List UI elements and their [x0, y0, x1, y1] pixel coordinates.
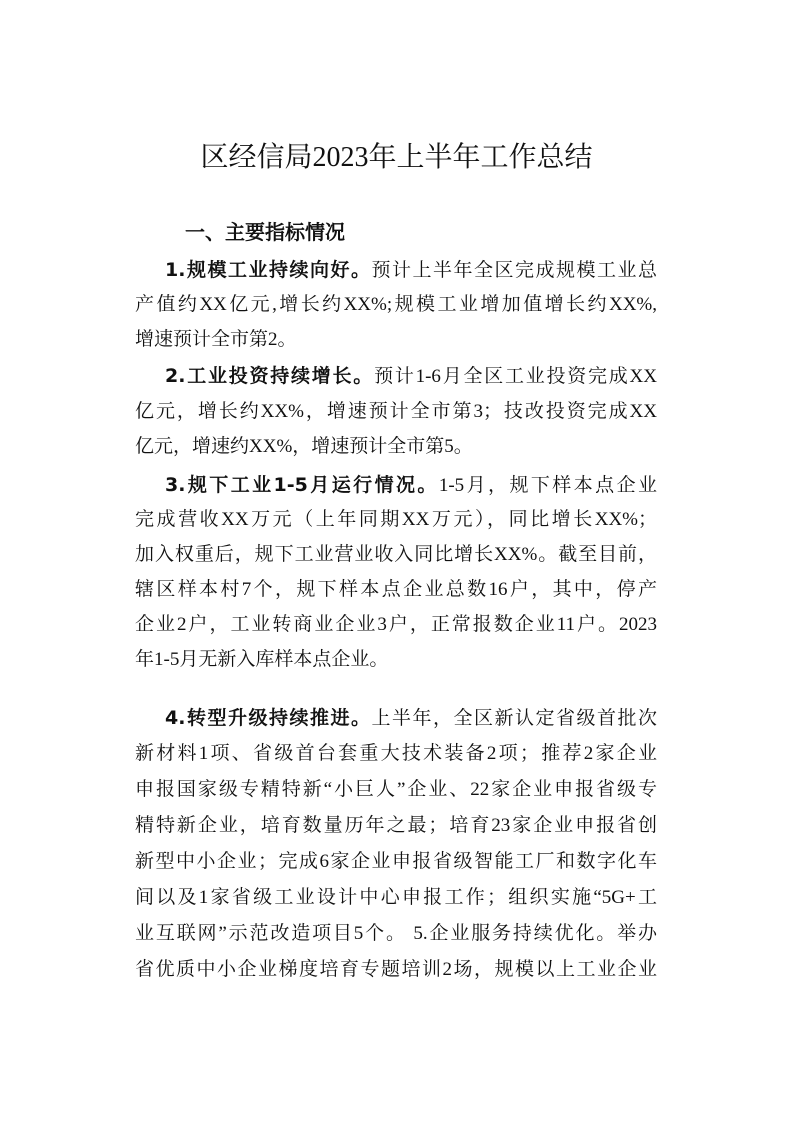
paragraph-1-line-1	[165, 256, 657, 285]
paragraph-1-lead: 1.规模工业持续向好。	[165, 259, 372, 281]
paragraph-line: 新型中小企业；完成6家企业申报省级智能工厂和数字化车	[135, 851, 657, 872]
paragraph-text: 1-5月，规下样本点企业	[438, 475, 657, 496]
paragraph-line: 亿元，增速约XX%，增速预计全市第5。	[135, 436, 473, 457]
paragraph-3-line-1	[165, 471, 657, 500]
paragraph-line: 企业2户，工业转商业企业3户，正常报数企业11户。2023	[135, 614, 657, 635]
paragraph-line: 增速预计全市第2。	[135, 329, 297, 350]
paragraph-4-line-1	[165, 704, 657, 733]
paragraph-line: 新材料1项、省级首台套重大技术装备2项；推荐2家企业	[135, 743, 657, 764]
paragraph-3-lead: 3.规下工业1-5月运行情况。	[165, 474, 439, 496]
paragraph-line: 产值约XX亿元,增长约XX%;规模工业增加值增长约XX%,	[135, 294, 657, 315]
paragraph-line: 加入权重后，规下工业营业收入同比增长XX%。截至目前，	[135, 544, 657, 565]
paragraph-text: 上半年，全区新认定省级首批次	[371, 708, 657, 729]
paragraph-line: 间以及1家省级工业设计中心申报工作；组织实施“5G+工	[135, 887, 657, 908]
paragraph-line: 亿元，增长约XX%，增速预计全市第3；技改投资完成XX	[135, 401, 657, 422]
paragraph-2-lead: 2.工业投资持续增长。	[165, 365, 375, 387]
section-heading: 一、主要指标情况	[185, 220, 345, 244]
document-title: 区经信局2023年上半年工作总结	[200, 142, 593, 173]
paragraph-line: 申报国家级专精特新“小巨人”企业、22家企业申报省级专	[135, 779, 657, 800]
paragraph-line: 年1-5月无新入库样本点企业。	[135, 649, 389, 670]
paragraph-line: 省优质中小企业梯度培育专题培训2场，规模以上工业企业	[135, 959, 657, 980]
paragraph-text: 预计1-6月全区工业投资完成XX	[374, 366, 658, 387]
paragraph-2-line-1	[165, 362, 657, 391]
paragraph-text: 预计上半年全区完成规模工业总	[371, 260, 657, 281]
paragraph-line: 辖区样本村7个，规下样本点企业总数16户，其中，停产	[135, 579, 657, 600]
paragraph-line: 业互联网”示范改造项目5个。 5.企业服务持续优化。举办	[135, 923, 657, 944]
paragraph-line: 完成营收XX万元（上年同期XX万元），同比增长XX%；	[135, 509, 657, 530]
paragraph-line: 精特新企业，培育数量历年之最；培育23家企业申报省创	[135, 815, 657, 836]
paragraph-4-lead: 4.转型升级持续推进。	[165, 707, 372, 729]
